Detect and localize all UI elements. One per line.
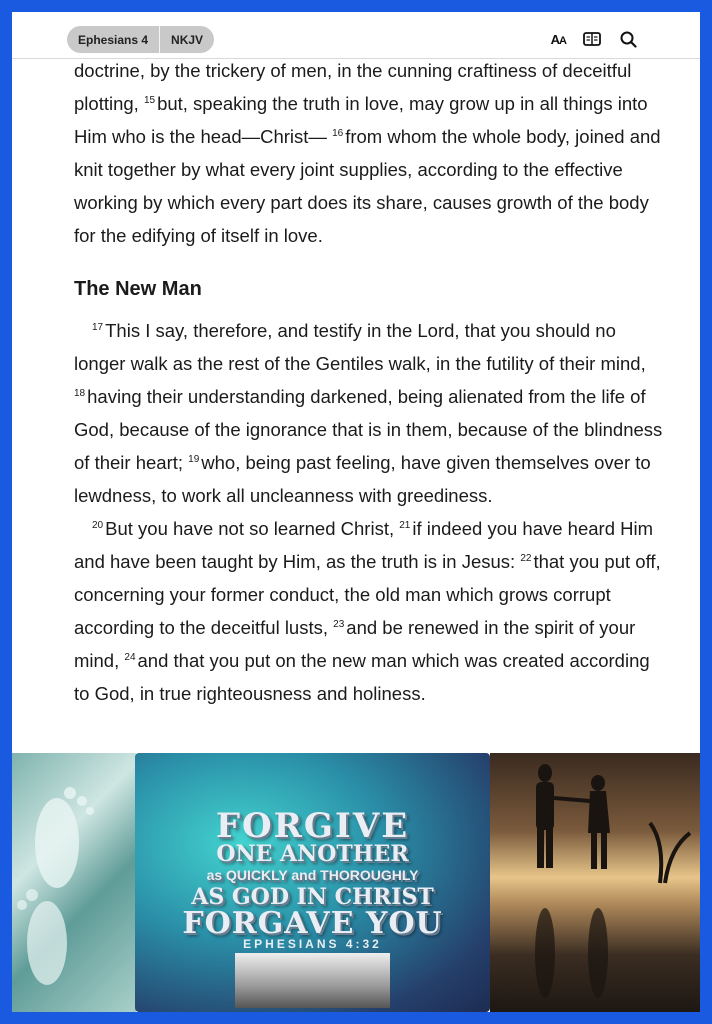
- verse-number-17[interactable]: 17: [92, 322, 104, 333]
- passage-selector: [67, 26, 214, 53]
- section-heading: The New Man: [74, 278, 202, 300]
- text-size-small: A: [559, 34, 566, 47]
- verse-24-text: and that you put on the new man which was created according to God, in true righteousness and holiness.: [74, 650, 650, 704]
- banner-line-5: FORGAVE YOU: [182, 906, 443, 941]
- verse-number-19[interactable]: 19: [188, 454, 200, 465]
- verse-18-text: having their understanding darkened, being alienated from the life of God, because of the ignorance that is in them, because of the blindness of their heart;: [74, 386, 663, 473]
- verse-number-18[interactable]: 18: [74, 388, 86, 399]
- top-bar: [12, 12, 700, 59]
- verse-number-15[interactable]: 15: [143, 95, 156, 106]
- reader-window: [12, 12, 700, 1012]
- passage-text: [74, 54, 664, 710]
- banner-line-2: ONE ANOTHER: [216, 841, 409, 867]
- verse-number-22[interactable]: 22: [520, 553, 532, 564]
- verse-14-text: doctrine, by the trickery of men, in the cunning craftiness of deceitful plotting,: [74, 60, 632, 114]
- verse-16-text: from whom the whole body, joined and knit together by what every joint supplies, according to the effective working by which every part does its share, causes growth of the body for the edifying of itself in love.: [74, 126, 661, 246]
- paragraph-2: [74, 314, 664, 512]
- couple-silhouette-image: [490, 753, 700, 1012]
- reader-view-icon[interactable]: [582, 30, 602, 48]
- version-button[interactable]: NKJV: [171, 32, 204, 47]
- paragraph-3: [74, 512, 664, 710]
- text-size-big: A: [550, 31, 560, 47]
- verse-number-16[interactable]: 16: [332, 128, 344, 139]
- verse-number-24[interactable]: 24: [124, 652, 136, 663]
- toolbar: [551, 30, 638, 48]
- verse-22-text: that you put off, concerning your former conduct, the old man which grows corrupt according to the deceitful lusts,: [74, 551, 661, 638]
- verse-21-text: if indeed you have heard Him and have been taught by Him, as the truth is in Jesus:: [74, 518, 654, 572]
- footprints-image: [12, 753, 136, 1012]
- banner-quote: [135, 806, 490, 941]
- verse-20-text: But you have not so learned Christ,: [105, 518, 395, 539]
- banner-line-4: AS GOD IN CHRIST: [191, 884, 434, 910]
- verse-17-text: This I say, therefore, and testify in the Lord, that you should no longer walk as the rest of the Gentiles walk, in the futility of their mind,: [74, 320, 646, 374]
- book-chapter-button[interactable]: Ephesians 4: [78, 32, 149, 47]
- banner-reference: EPHESIANS 4:32: [243, 937, 382, 951]
- verse-23-text: and be renewed in the spirit of your mind,: [74, 617, 636, 671]
- verse-15-text: but, speaking the truth in love, may grow up in all things into Him who is the head—Christ—: [74, 93, 648, 147]
- kneeling-man-photo: [235, 953, 390, 1008]
- paragraph-1: [74, 54, 664, 252]
- forgive-one-another-image: [135, 753, 490, 1012]
- search-icon[interactable]: [618, 30, 638, 48]
- verse-number-21[interactable]: 21: [399, 520, 411, 531]
- verse-19-text: who, being past feeling, have given themselves over to lewdness, to work all uncleanness with greediness.: [74, 452, 651, 506]
- text-size-icon[interactable]: [551, 32, 566, 47]
- banner-line-1: FORGIVE: [215, 806, 410, 846]
- image-strip: [12, 753, 700, 1012]
- verse-number-20[interactable]: 20: [92, 520, 104, 531]
- banner-line-3: as QUICKLY and THOROUGHLY: [206, 867, 419, 883]
- verse-number-23[interactable]: 23: [333, 619, 345, 630]
